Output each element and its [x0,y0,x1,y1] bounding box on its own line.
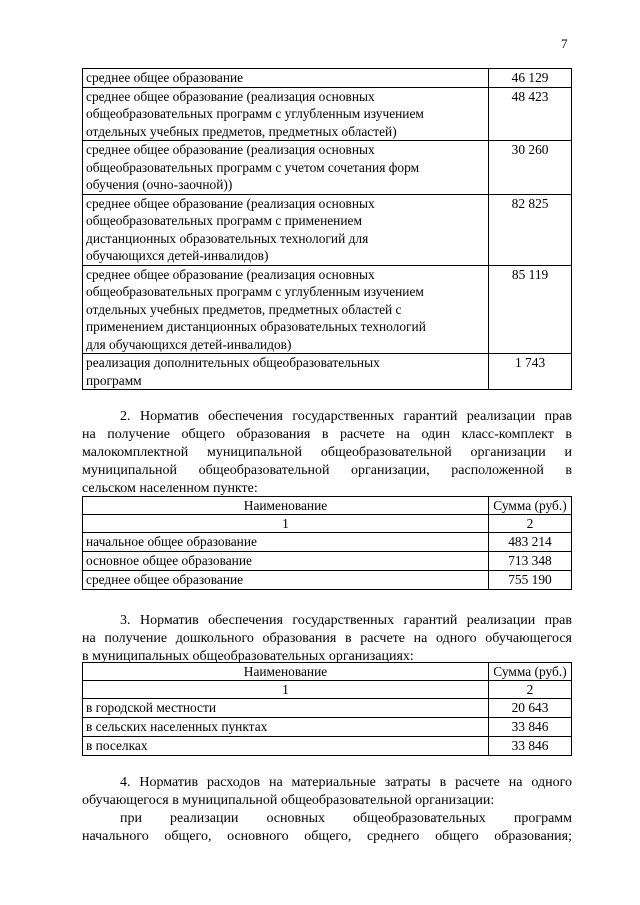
table-row [83,87,572,141]
table-row [83,69,572,88]
table-cell-name: в поселках [83,737,489,756]
cell-line: среднее общее образование (реализация основных [86,88,375,104]
paragraph-line: на получение общего образования в расчете на один класс-комплект в [82,427,572,442]
section-2-paragraph [82,408,572,498]
table-row [83,141,572,195]
table-cell-name [83,265,489,354]
paragraph-line: малокомплектной муниципальной общеобразовательной организации и [82,445,572,460]
paragraph-line: обучающегося в муниципальной общеобразовательной организации: [82,793,495,808]
paragraph-line: 4. Норматив расходов на материальные затраты в расчете на одного [120,775,572,790]
table-cell-value: 1 743 [489,354,572,390]
column-header-name: Наименование [83,663,489,681]
cell-line: среднее общее образование (реализация основных [86,142,375,157]
table-header-row [83,663,572,681]
table-cell-name [83,141,489,195]
cell-line: для обучающихся детей-инвалидов) [86,336,292,352]
paragraph-line: начального общего, основного общего, среднего общего образования; [82,829,572,844]
table-per-student-norms [82,68,572,390]
table-cell-value: 48 423 [489,87,572,141]
table-cell-name: в городской местности [83,699,489,718]
paragraph-line: 3. Норматив обеспечения государственных гарантий реализации прав [120,613,572,628]
table-row [83,699,572,718]
table-cell-value: 713 348 [489,552,572,571]
cell-line: общеобразовательных программ с углубленным изучением [86,106,424,121]
paragraph-line: сельском населенном пункте: [82,481,258,496]
table-cell-value: 20 643 [489,699,572,718]
table-numbering-row [83,681,572,699]
page-number: 7 [561,36,568,51]
column-number: 2 [489,515,572,533]
cell-line: среднее общее образование (реализация основных [86,266,375,282]
cell-line: применением дистанционных образовательных технологий [86,319,426,334]
cell-line: отдельных учебных предметов, предметных областей) [86,123,397,139]
cell-line: среднее общее образование (реализация основных [86,195,375,211]
table-row [83,552,572,571]
table-row [83,718,572,737]
column-header-sum: Сумма (руб.) [489,497,572,515]
table-cell-name: основное общее образование [83,552,489,571]
cell-line: реализация дополнительных общеобразовательных [86,355,380,370]
table-cell-name [83,194,489,265]
cell-line: обучения (очно-заочной)) [86,177,233,192]
column-number: 1 [83,515,489,533]
table-cell-name: в сельских населенных пунктах [83,718,489,737]
table-row [83,533,572,552]
cell-line: среднее общее образование [86,70,244,85]
table-cell-value: 30 260 [489,141,572,195]
paragraph-line: 2. Норматив обеспечения государственных гарантий реализации прав [120,409,572,424]
table-row [83,354,572,390]
table-cell-name [83,87,489,141]
column-number: 2 [489,681,572,699]
table-preschool-norms [82,662,572,756]
cell-line: дистанционных образовательных технологий для [86,230,369,246]
paragraph-line: в муниципальных общеобразовательных организациях: [82,649,414,664]
table-cell-value: 755 190 [489,571,572,590]
cell-line: отдельных учебных предметов, предметных областей с [86,301,402,317]
table-cell-value: 33 846 [489,737,572,756]
table-cell-value: 82 825 [489,194,572,265]
cell-line: общеобразовательных программ с углубленным изучением [86,284,424,299]
table-cell-value: 46 129 [489,69,572,88]
table-cell-value: 33 846 [489,718,572,737]
table-row [83,265,572,354]
table-cell-name [83,354,489,390]
table-header-row [83,497,572,515]
paragraph-line: при реализации основных общеобразовательных программ [120,811,572,826]
table-cell-value: 483 214 [489,533,572,552]
section-4-paragraph [82,774,572,846]
paragraph-line: на получение дошкольного образования в расчете на одного обучающегося [82,631,572,646]
table-class-set-norms [82,496,572,590]
section-3-paragraph [82,612,572,666]
column-header-name: Наименование [83,497,489,515]
table-cell-value: 85 119 [489,265,572,354]
table-numbering-row [83,515,572,533]
column-header-sum: Сумма (руб.) [489,663,572,681]
cell-line: обучающихся детей-инвалидов) [86,248,269,263]
column-number: 1 [83,681,489,699]
table-row [83,737,572,756]
table-cell-name [83,69,489,88]
cell-line: общеобразовательных программ с применением [86,213,362,228]
table-cell-name: начальное общее образование [83,533,489,552]
cell-line: общеобразовательных программ с учетом сочетания форм [86,159,420,175]
cell-line: программ [86,372,142,388]
paragraph-line: муниципальной общеобразовательной организации, расположенной в [82,463,572,478]
table-row [83,571,572,590]
table-row [83,194,572,265]
table-cell-name: среднее общее образование [83,571,489,590]
